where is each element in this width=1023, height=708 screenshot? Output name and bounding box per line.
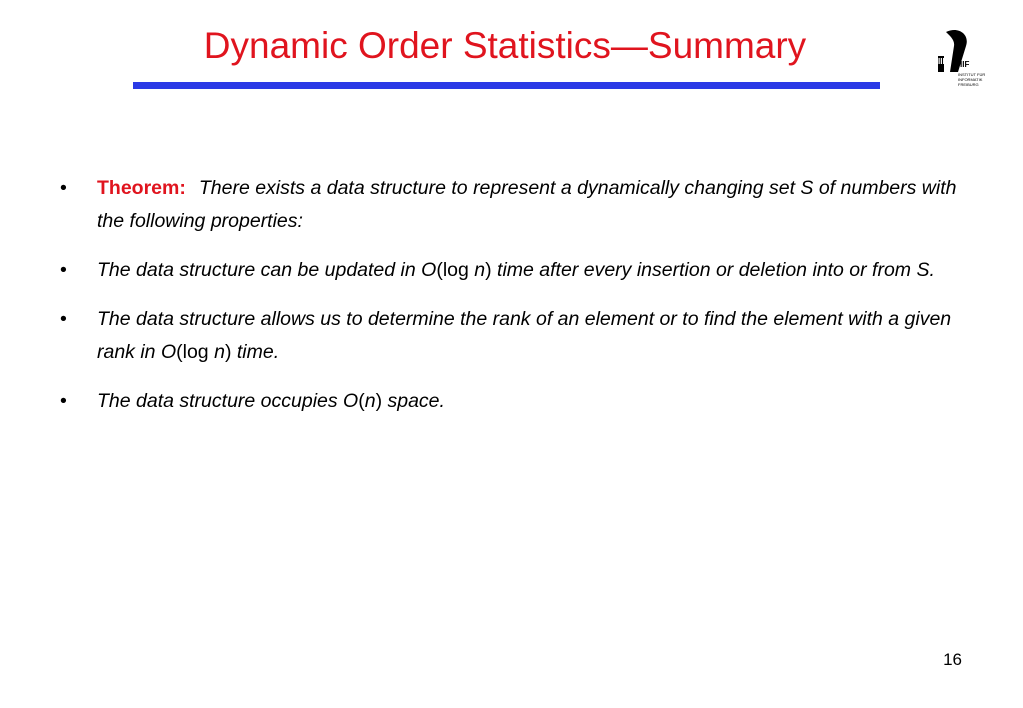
logo-line-1: INSTITUT FÜR	[958, 72, 986, 77]
bullet-text: The data structure can be updated in	[97, 259, 422, 281]
logo-line-2: INFORMATIK	[958, 77, 983, 82]
bullet-text: The data structure occupies	[97, 390, 344, 412]
bullet-text-end: time.	[231, 341, 280, 363]
variable-n: n	[214, 341, 225, 363]
bullet-update-time	[60, 254, 980, 287]
bullet-text-end: time after every insertion or deletion into or from S.	[491, 259, 935, 281]
bullet-dot: •	[60, 390, 67, 412]
bullet-rank-query	[60, 303, 980, 369]
paren-open: (	[436, 259, 443, 281]
big-o: O	[421, 259, 437, 281]
bullet-dot: •	[60, 308, 67, 330]
variable-n: n	[474, 259, 486, 281]
paren-close: )	[375, 390, 383, 412]
paren-close: )	[485, 259, 492, 281]
bullet-theorem	[60, 172, 980, 238]
theorem-text: There exists a data structure to represent a dynamically changing set S of numbers with the following properties:	[97, 177, 957, 232]
logo-abbrev: IIF	[938, 57, 948, 66]
bullet-list	[60, 172, 980, 434]
title-underline	[133, 82, 880, 89]
bullet-space	[60, 385, 980, 418]
logo-abbrev-right: IIF	[960, 60, 970, 69]
iif-freiburg-logo	[936, 28, 990, 88]
paren-close: )	[224, 341, 232, 363]
log-label: log	[182, 341, 215, 363]
log-label: log	[442, 259, 475, 281]
page-number: 16	[943, 650, 962, 669]
big-o: O	[160, 341, 177, 363]
bullet-text: The data structure allows us to determine the rank of an element or to find the element with a given rank in	[97, 308, 952, 363]
bullet-dot: •	[60, 259, 67, 281]
iif-logo-icon	[936, 28, 990, 88]
bullet-text-end: space.	[382, 390, 445, 412]
variable-n: n	[364, 390, 376, 412]
bullet-dot: •	[60, 177, 67, 199]
slide-title: Dynamic Order Statistics—Summary	[203, 25, 807, 66]
logo-line-3: FREIBURG	[958, 82, 979, 87]
theorem-label: Theorem:	[97, 177, 186, 199]
big-o: O	[343, 390, 359, 412]
paren-open: (	[176, 341, 183, 363]
paren-open: (	[358, 390, 365, 412]
